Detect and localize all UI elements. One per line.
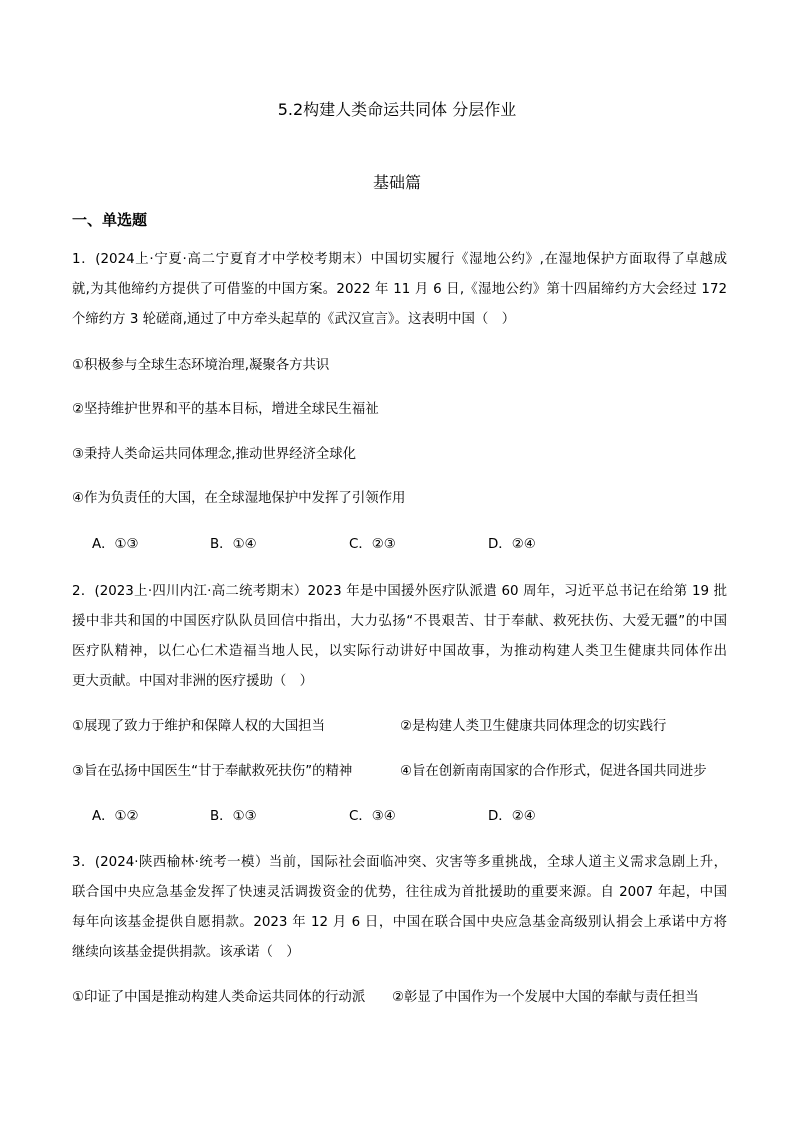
question-1-line-2: 就,为其他缔约方提供了可借鉴的中国方案。2022 年 11 月 6 日,《湿地公约》第十四届缔约方大会经过 172 bbox=[72, 282, 727, 297]
question-2-stem bbox=[72, 577, 727, 697]
question-2-statement-1: ①展现了致力于维护和保障人权的大国担当 bbox=[72, 719, 326, 734]
question-1-line-1: 1．(2024上·宁夏·高二宁夏育才中学校考期末）中国切实履行《湿地公约》,在湿地保护方面取得了卓越成 bbox=[72, 252, 727, 267]
question-3-stem bbox=[72, 848, 727, 968]
question-2-statement-4: ④旨在创新南南国家的合作形式，促进各国共同进步 bbox=[400, 764, 707, 779]
question-1-statement-3: ③秉持人类命运共同体理念,推动世界经济全球化 bbox=[72, 447, 357, 462]
question-3-statement-2: ②彰显了中国作为一个发展中大国的奉献与责任担当 bbox=[392, 990, 699, 1005]
question-1-choice-d[interactable]: D．②④ bbox=[488, 537, 536, 552]
question-1-choice-c[interactable]: C．②③ bbox=[349, 537, 396, 552]
question-1-choice-a[interactable]: A．①③ bbox=[92, 537, 139, 552]
question-3-line-4: 继续向该基金提供捐款。该承诺（ ） bbox=[72, 945, 300, 960]
question-2-line-3: 医疗队精神，以仁心仁术造福当地人民，以实际行动讲好中国故事，为推动构建人类卫生健康共同体作出 bbox=[72, 644, 727, 659]
question-3-line-1: 3．(2024·陕西榆林·统考一模）当前，国际社会面临冲突、灾害等多重挑战，全球人道主义需求急剧上升， bbox=[72, 855, 727, 870]
question-2-line-1: 2．(2023上·四川内江·高二统考期末）2023 年是中国援外医疗队派遣 60 周年，习近平总书记在给第 19 批 bbox=[72, 584, 727, 599]
question-1-statement-4: ④作为负责任的大国，在全球湿地保护中发挥了引领作用 bbox=[72, 491, 406, 506]
question-1-stem bbox=[72, 245, 727, 335]
question-1-line-3: 个缔约方 3 轮磋商,通过了中方牵头起草的《武汉宣言》。这表明中国（ ） bbox=[72, 312, 516, 327]
question-2-line-4: 更大贡献。中国对非洲的医疗援助（ ） bbox=[72, 674, 314, 689]
document-title: 5.2构建人类命运共同体 分层作业 bbox=[277, 100, 517, 119]
question-2-choice-d[interactable]: D．②④ bbox=[488, 809, 536, 824]
question-1-statement-2: ②坚持维护世界和平的基本目标，增进全球民生福祉 bbox=[72, 402, 379, 417]
question-2-statement-3: ③旨在弘扬中国医生“甘于奉献救死扶伤”的精神 bbox=[72, 764, 353, 779]
part-heading: 一、单选题 bbox=[72, 211, 148, 229]
question-2-line-2: 援中非共和国的中国医疗队队员回信中指出，大力弘扬“不畏艰苦、甘于奉献、救死扶伤、大爱无疆”的中国 bbox=[72, 614, 727, 629]
question-2-choice-c[interactable]: C．③④ bbox=[349, 809, 396, 824]
question-3-statement-1: ①印证了中国是推动构建人类命运共同体的行动派 bbox=[72, 990, 366, 1005]
question-2-statement-2: ②是构建人类卫生健康共同体理念的切实践行 bbox=[400, 719, 667, 734]
question-2-choice-a[interactable]: A．①② bbox=[92, 809, 139, 824]
question-3-line-3: 每年向该基金提供自愿捐款。2023 年 12 月 6 日，中国在联合国中央应急基金高级别认捐会上承诺中方将 bbox=[72, 915, 727, 930]
question-3-line-2: 联合国中央应急基金发挥了快速灵活调拨资金的优势，往往成为首批援助的重要来源。自 2007 年起，中国 bbox=[72, 885, 727, 900]
question-1-statement-1: ①积极参与全球生态环境治理,凝聚各方共识 bbox=[72, 358, 330, 373]
question-2-choice-b[interactable]: B．①③ bbox=[210, 809, 257, 824]
question-1-choice-b[interactable]: B．①④ bbox=[210, 537, 257, 552]
section-title: 基础篇 bbox=[372, 173, 421, 192]
